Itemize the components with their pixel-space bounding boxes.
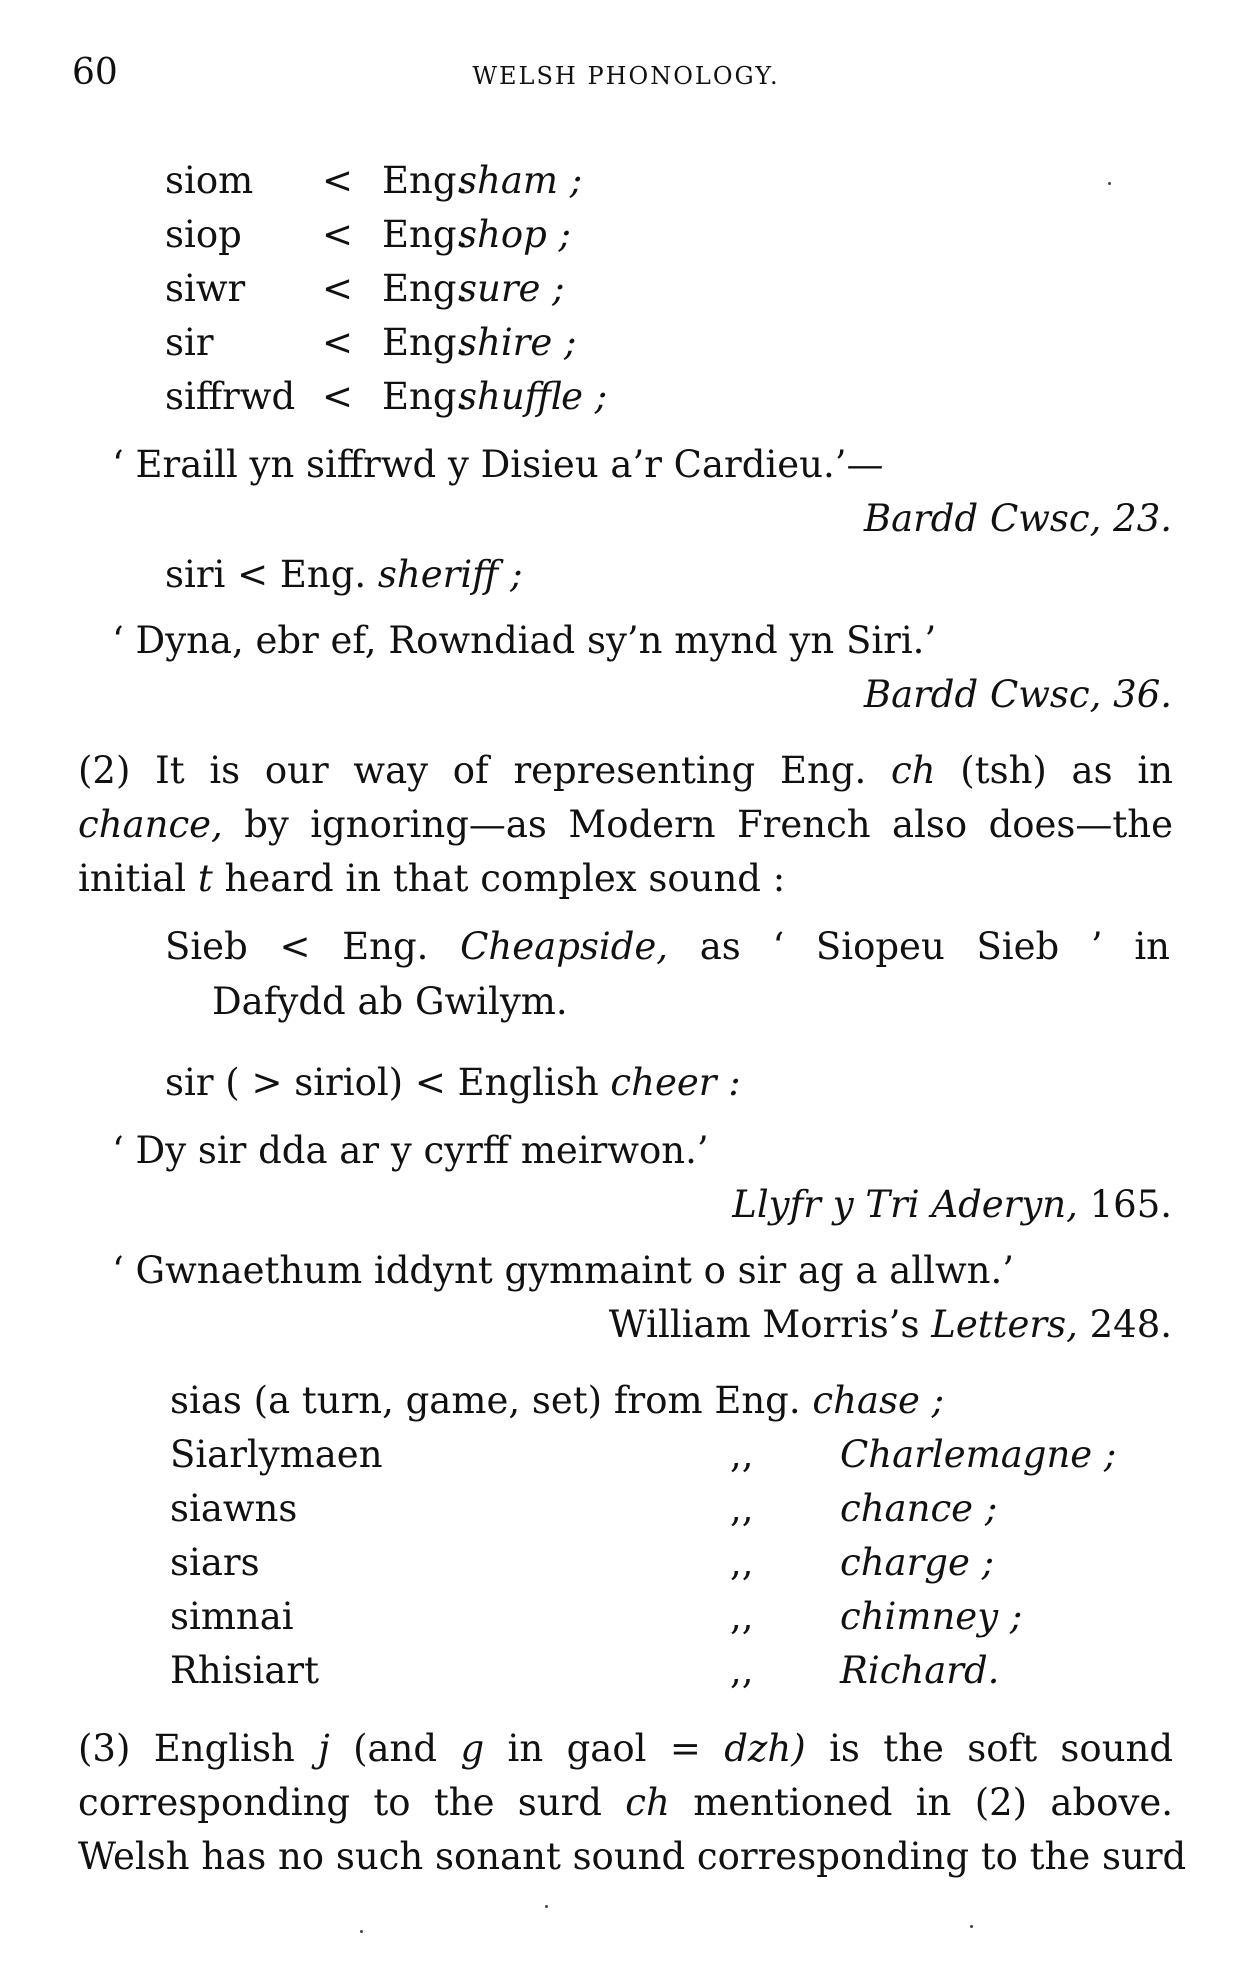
text: Cheapside,: [460, 925, 669, 968]
text: (2) It is our way of representing Eng.: [78, 749, 867, 792]
source-word: shuffle: [458, 375, 584, 418]
lt-sign: <: [322, 267, 354, 310]
text: 165.: [1089, 1183, 1172, 1226]
source-word: chance ;: [840, 1487, 998, 1530]
quote-2: ‘ Dyna, ebr ef, Rowndiad sy’n mynd yn Siri.’: [112, 619, 937, 662]
text: sir ( > siriol) < English: [165, 1061, 599, 1104]
welsh-word: siffrwd: [165, 375, 296, 418]
eng-abbrev: Eng.: [382, 159, 469, 202]
source-word: charge ;: [840, 1541, 995, 1584]
para2-line-3: [78, 857, 786, 900]
text: ch: [625, 1781, 670, 1824]
speck: [970, 1925, 973, 1928]
welsh-word: Rhisiart: [170, 1649, 319, 1692]
speck: [1108, 182, 1111, 185]
source-word: shop: [458, 213, 547, 256]
lt-sign: <: [322, 213, 354, 256]
eng-abbrev: Eng.: [382, 267, 469, 310]
punct: ;: [552, 321, 577, 364]
source-word: Richard.: [840, 1649, 1000, 1692]
ditto-mark: ,,: [730, 1649, 754, 1692]
sir-line: [165, 1061, 741, 1104]
eng-abbrev: Eng.: [382, 375, 469, 418]
running-title: WELSH PHONOLOGY.: [472, 62, 780, 90]
text: is the soft sound: [829, 1727, 1174, 1770]
punct: ;: [540, 267, 565, 310]
text: j: [318, 1727, 330, 1770]
speck: [360, 1930, 363, 1933]
lt-sign: <: [322, 159, 354, 202]
sieb-continuation: Dafydd ab Gwilym.: [212, 980, 568, 1023]
source-word: Charlemagne ;: [840, 1433, 1117, 1476]
punct: ;: [583, 375, 608, 418]
citation-2: Bardd Cwsc, 36.: [863, 673, 1172, 716]
para2-line-1: [78, 749, 1173, 792]
citation-1: Bardd Cwsc, 23.: [863, 497, 1172, 540]
welsh-word: simnai: [170, 1595, 294, 1638]
text: (and: [353, 1727, 438, 1770]
siri-lead: siri < Eng.: [165, 553, 367, 596]
welsh-word: siom: [165, 159, 254, 202]
ditto-mark: ,,: [730, 1487, 754, 1530]
text: sias (a turn, game, set) from Eng.: [170, 1379, 801, 1422]
welsh-word: sir: [165, 321, 214, 364]
text: Letters,: [931, 1303, 1078, 1346]
sias-line: [170, 1379, 945, 1422]
para3-line-1: [78, 1727, 1174, 1770]
welsh-word: siwr: [165, 267, 246, 310]
text: Sieb < Eng.: [165, 925, 429, 968]
para2-line-2: [78, 803, 1174, 846]
ditto-mark: ,,: [730, 1433, 754, 1476]
eng-abbrev: Eng.: [382, 321, 469, 364]
text: corresponding to the surd: [78, 1781, 602, 1824]
text: by ignoring—as Modern French also does—the: [244, 803, 1174, 846]
quote-4: ‘ Gwnaethum iddynt gymmaint o sir ag a allwn.’: [112, 1249, 1014, 1292]
source-word: shire: [458, 321, 553, 364]
text: (3) English: [78, 1727, 295, 1770]
citation-3: [732, 1183, 1172, 1226]
source-word: chimney ;: [840, 1595, 1023, 1638]
siri-line: [165, 553, 523, 596]
welsh-word: siop: [165, 213, 242, 256]
speck: [545, 1905, 548, 1908]
text: t: [197, 857, 213, 900]
text: chase ;: [812, 1379, 945, 1422]
punct: ;: [557, 159, 583, 202]
text: cheer :: [610, 1061, 741, 1104]
text: initial: [78, 857, 187, 900]
text: ch: [890, 749, 936, 792]
welsh-word: siars: [170, 1541, 260, 1584]
text: in gaol =: [507, 1727, 701, 1770]
text: (tsh) as in: [960, 749, 1173, 792]
sieb-line: [165, 925, 1171, 968]
source-word: sham: [458, 159, 558, 202]
eng-abbrev: Eng.: [382, 213, 469, 256]
page-number: 60: [72, 52, 118, 93]
source-word: sure: [458, 267, 541, 310]
text: as ‘ Siopeu Sieb ’ in: [699, 925, 1171, 968]
welsh-word: Siarlymaen: [170, 1433, 383, 1476]
text: g: [460, 1727, 485, 1770]
quote-1: ‘ Eraill yn siffrwd y Disieu a’r Cardieu.’—: [112, 443, 884, 486]
welsh-word: siawns: [170, 1487, 298, 1530]
text: chance,: [78, 803, 223, 846]
ditto-mark: ,,: [730, 1595, 754, 1638]
punct: ;: [546, 213, 572, 256]
para3-line-2: [78, 1781, 1174, 1824]
text: mentioned in (2) above.: [693, 1781, 1174, 1824]
ditto-mark: ,,: [730, 1541, 754, 1584]
lt-sign: <: [322, 321, 354, 364]
siri-source: sheriff ;: [377, 553, 523, 596]
text: dzh): [724, 1727, 806, 1770]
text: heard in that complex sound :: [224, 857, 786, 900]
text: 248.: [1089, 1303, 1172, 1346]
text: William Morris’s: [608, 1303, 920, 1346]
lt-sign: <: [322, 375, 354, 418]
citation-4: [608, 1303, 1172, 1346]
text: Llyfr y Tri Aderyn,: [732, 1183, 1078, 1226]
quote-3: ‘ Dy sir dda ar y cyrff meirwon.’: [112, 1129, 709, 1172]
para3-line-3: Welsh has no such sonant sound corresponding to the surd: [78, 1835, 1187, 1878]
